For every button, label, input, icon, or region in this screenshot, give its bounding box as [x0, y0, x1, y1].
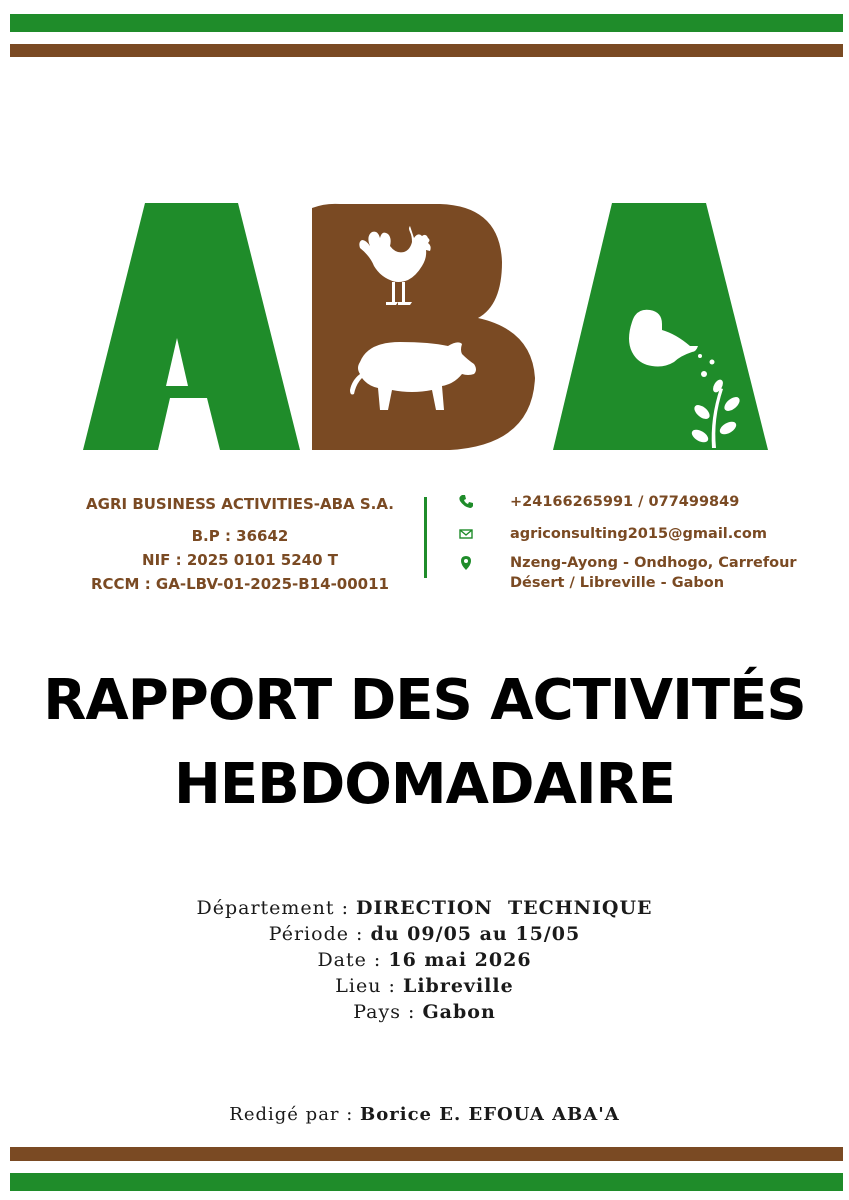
company-info — [80, 492, 400, 596]
contact-address-line1: Nzeng-Ayong - Ondhogo, Carrefour — [510, 555, 797, 571]
location-pin-icon — [458, 555, 474, 571]
detail-period-label: Période : — [268, 923, 371, 945]
detail-department — [0, 895, 849, 921]
report-title-line1: RAPPORT DES ACTIVITÉS — [43, 668, 806, 733]
detail-date-label: Date : — [317, 949, 389, 971]
company-rccm: RCCM : GA-LBV-01-2025-B14-00011 — [90, 575, 389, 593]
author-label: Redigé par : — [229, 1104, 361, 1125]
detail-date-value: 16 mai 2026 — [388, 949, 532, 971]
detail-country-value: Gabon — [422, 1001, 496, 1023]
contact-email-row — [458, 524, 838, 546]
detail-period — [0, 921, 849, 947]
contact-email: agriconsulting2015@gmail.com — [510, 526, 767, 542]
info-divider — [424, 497, 427, 578]
detail-country-label: Pays : — [353, 1001, 423, 1023]
company-nif: NIF : 2025 0101 5240 T — [142, 551, 338, 569]
report-author — [0, 1104, 849, 1125]
logo-letter-a-left — [83, 203, 300, 450]
contact-phone: +24166265991 / 077499849 — [510, 494, 740, 510]
bottom-green-band — [10, 1173, 843, 1191]
detail-place-value: Libreville — [402, 975, 514, 997]
mail-icon — [458, 526, 474, 542]
company-name: AGRI BUSINESS ACTIVITIES-ABA S.A. — [86, 495, 394, 513]
company-bp: B.P : 36642 — [191, 527, 289, 545]
detail-date — [0, 947, 849, 973]
report-title-line2: HEBDOMADAIRE — [174, 752, 675, 817]
detail-department-value: DIRECTION TECHNIQUE — [356, 897, 653, 919]
aba-logo — [0, 0, 849, 470]
bottom-brown-band — [10, 1147, 843, 1161]
contact-address-row — [458, 553, 838, 595]
detail-country — [0, 999, 849, 1025]
contact-address-line2: Désert / Libreville - Gabon — [510, 575, 725, 591]
contact-phone-row — [458, 492, 838, 514]
report-details — [0, 895, 849, 1025]
phone-icon — [458, 494, 474, 510]
author-name: Borice E. EFOUA ABA'A — [360, 1104, 620, 1125]
detail-period-value: du 09/05 au 15/05 — [370, 923, 581, 945]
detail-place — [0, 973, 849, 999]
detail-place-label: Lieu : — [335, 975, 403, 997]
detail-department-label: Département : — [196, 897, 357, 919]
